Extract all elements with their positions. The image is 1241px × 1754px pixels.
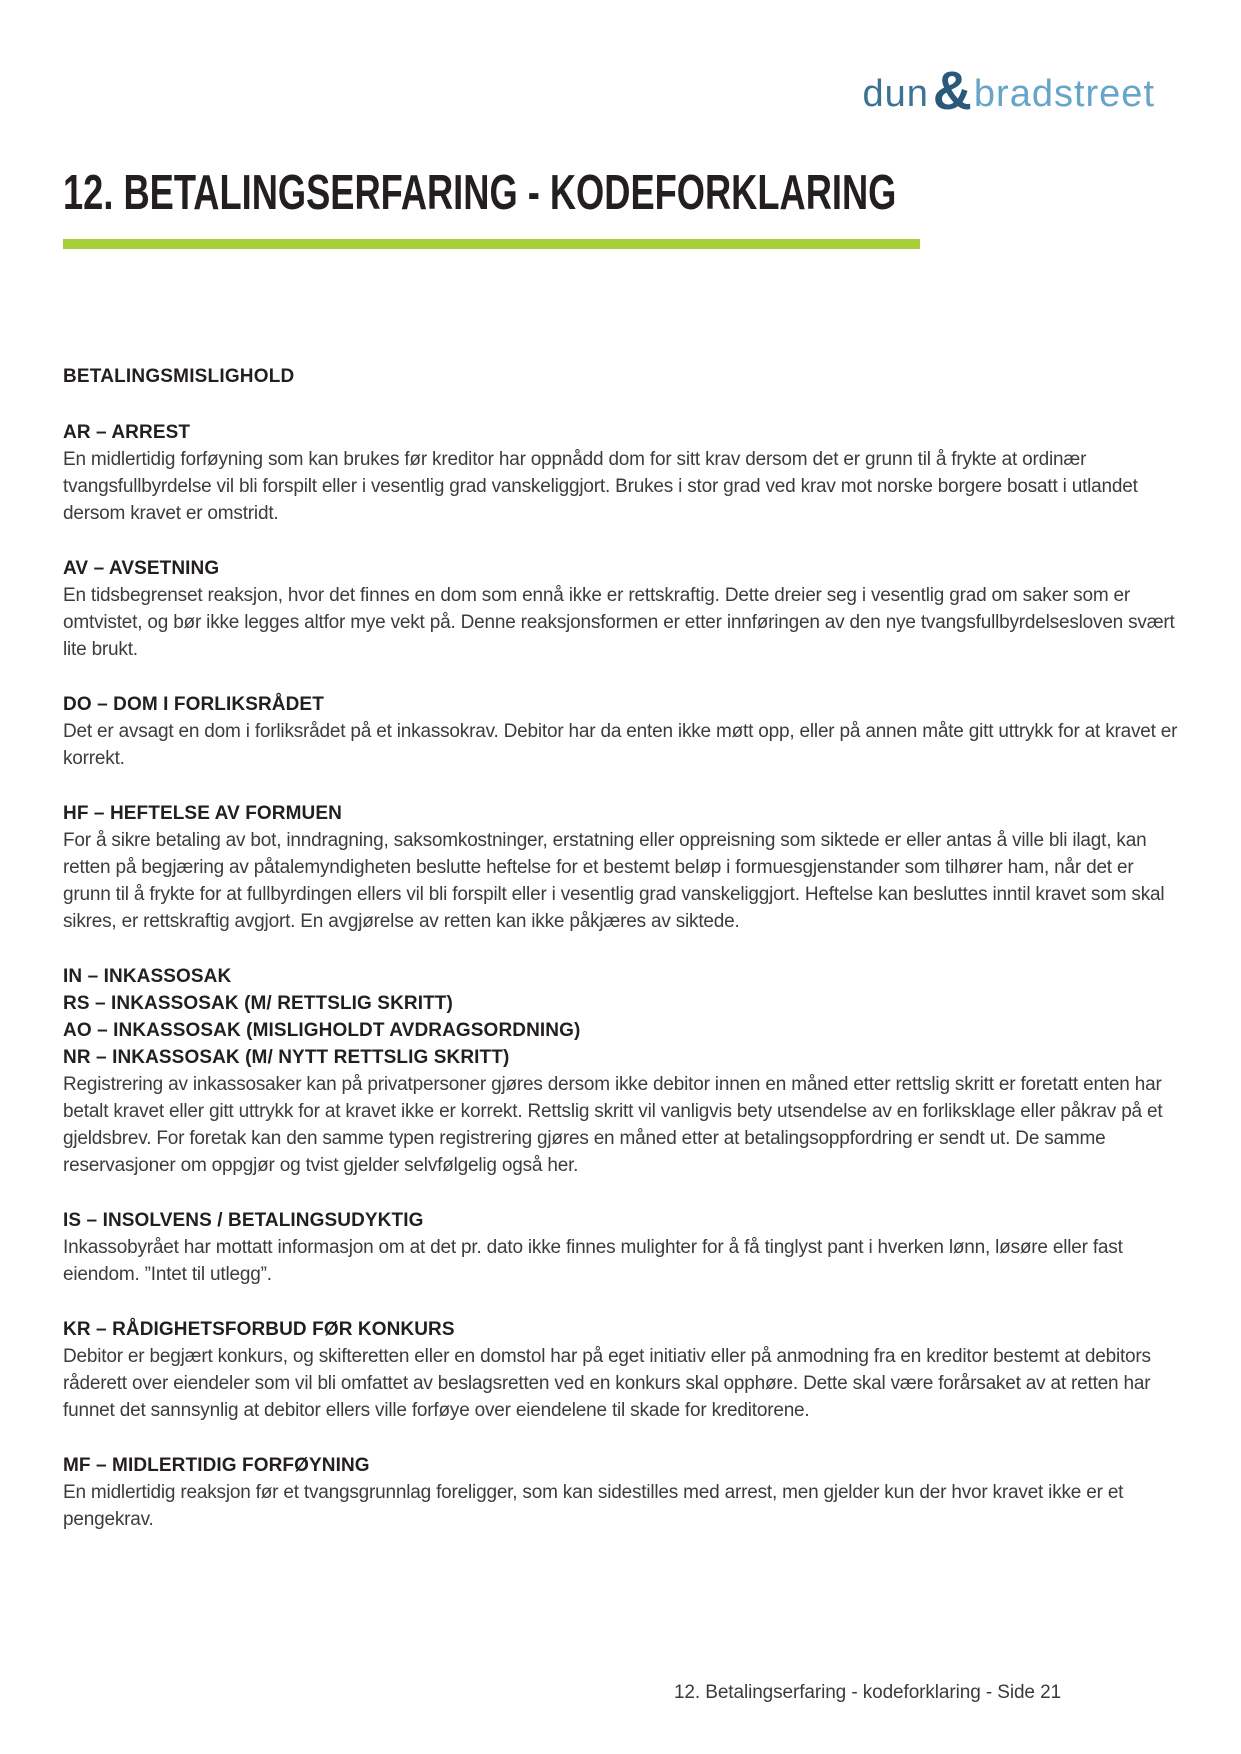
section-body: Det er avsagt en dom i forliksrådet på et inkassokrav. Debitor har da enten ikke møtt opp, eller på annen måte gitt uttrykk for at kravet er korrekt. bbox=[63, 721, 1178, 769]
section-headings bbox=[63, 963, 1183, 1071]
code-section bbox=[63, 555, 1183, 663]
section-heading: NR – INKASSOSAK (M/ NYTT RETTSLIG SKRITT) bbox=[63, 1047, 510, 1068]
section-heading: MF – MIDLERTIDIG FORFØYNING bbox=[63, 1455, 370, 1476]
section-body: En midlertidig reaksjon før et tvangsgrunnlag foreligger, som kan sidestilles med arrest, men gjelder kun der hvor kravet ikke er et pengekrav. bbox=[63, 1482, 1124, 1530]
section-headings bbox=[63, 1207, 1183, 1234]
section-body: En tidsbegrenset reaksjon, hvor det finnes en dom som ennå ikke er rettskraftig. Dette dreier seg i vesentlig grad om saker som er omtvistet, og bør ikke legges altfor mye vekt på. Denne reaksjonsformen er etter innføringen av den nye tvangsfullbyrdelsesloven svært lite brukt. bbox=[63, 585, 1175, 660]
section-body: En midlertidig forføyning som kan brukes før kreditor har oppnådd dom for sitt krav dersom det er grunn til å frykte at ordinær tvangsfullbyrdelse vil bli forspilt eller i vesentlig grad vanskeliggjort. Brukes i stor grad ved krav mot norske borgere bosatt i utlandet dersom kravet er omstridt. bbox=[63, 449, 1138, 524]
section-heading: RS – INKASSOSAK (M/ RETTSLIG SKRITT) bbox=[63, 993, 453, 1014]
section-heading: AO – INKASSOSAK (MISLIGHOLDT AVDRAGSORDNING) bbox=[63, 1020, 581, 1041]
code-section bbox=[63, 800, 1183, 935]
page-footer: 12. Betalingserfaring - kodeforklaring - Side 21 bbox=[673, 1682, 1061, 1703]
code-section bbox=[63, 691, 1183, 772]
section-body: Registrering av inkassosaker kan på privatpersoner gjøres dersom ikke debitor innen en måned etter rettslig skritt er foretatt enten har betalt kravet eller gitt uttrykk for at kravet ikke er korrekt. Rettslig skritt vil vanligvis bety utsendelse av en forliksklage eller påkrav på et gjeldsbrev. For foretak kan den samme typen registrering gjøres en måned etter at betalingsoppfordring er sendt ut. De samme reservasjoner om oppgjør og tvist gjelder selvfølgelig også her. bbox=[63, 1074, 1163, 1176]
code-section bbox=[63, 1452, 1183, 1533]
logo-word-bradstreet: bradstreet bbox=[973, 73, 1155, 115]
section-heading: DO – DOM I FORLIKSRÅDET bbox=[63, 694, 324, 715]
section-body: Debitor er begjært konkurs, og skifteretten eller en domstol har på eget initiativ eller på anmodning fra en kreditor bestemt at debitors råderett over eiendeler som vil bli omfattet av beslagsretten ved en konkurs skal opphøre. Dette skal være forårsaket av at retten har funnet det sannsynlig at debitor ellers ville forføye over eiendelene til skade for kreditorene. bbox=[63, 1346, 1151, 1421]
section-heading: KR – RÅDIGHETSFORBUD FØR KONKURS bbox=[63, 1319, 455, 1340]
section-headings bbox=[63, 419, 1183, 446]
code-section bbox=[63, 1316, 1183, 1424]
section-body: Inkassobyrået har mottatt informasjon om at det pr. dato ikke finnes mulighter for å få tinglyst pant i hverken lønn, løsøre eller fast eiendom. ”Intet til utlegg”. bbox=[63, 1237, 1123, 1285]
section-headings bbox=[63, 1316, 1183, 1343]
logo-word-dun: dun bbox=[862, 73, 929, 115]
section-heading: AV – AVSETNING bbox=[63, 558, 220, 579]
dun-and-bradstreet-logo bbox=[862, 61, 1156, 121]
content-column bbox=[63, 166, 1183, 1561]
sections-list bbox=[63, 419, 1183, 1533]
code-section bbox=[63, 419, 1183, 527]
section-heading: IN – INKASSOSAK bbox=[63, 966, 232, 987]
code-section bbox=[63, 1207, 1183, 1288]
section-headings bbox=[63, 691, 1183, 718]
title-accent-rule bbox=[63, 239, 920, 249]
section-heading: AR – ARREST bbox=[63, 422, 191, 443]
section-headings bbox=[63, 555, 1183, 582]
section-headings bbox=[63, 1452, 1183, 1479]
section-body: For å sikre betaling av bot, inndragning, saksomkostninger, erstatning eller oppreisning som siktede er eller antas å ville bli ilagt, kan retten på begjæring av påtalemyndigheten beslutte heftelse for et bestemt beløp i formuesgjenstander som tilhører ham, når det er grunn til å frykte for at fullbyrdingen ellers vil bli forspilt eller i vesentlig grad vanskeliggjort. Heftelse kan besluttes inntil kravet som skal sikres, er rettskraftig avgjort. En avgjørelse av retten kan ikke påkjæres av siktede. bbox=[63, 830, 1165, 932]
logo-ampersand-icon: & bbox=[932, 61, 972, 121]
page-title: 12. BETALINGSERFARING - KODEFORKLARING bbox=[63, 166, 897, 220]
section-heading: HF – HEFTELSE AV FORMUEN bbox=[63, 803, 342, 824]
category-heading: BETALINGSMISLIGHOLD bbox=[63, 366, 295, 387]
section-headings bbox=[63, 800, 1183, 827]
code-section bbox=[63, 963, 1183, 1179]
section-heading: IS – INSOLVENS / BETALINGSUDYKTIG bbox=[63, 1210, 424, 1231]
